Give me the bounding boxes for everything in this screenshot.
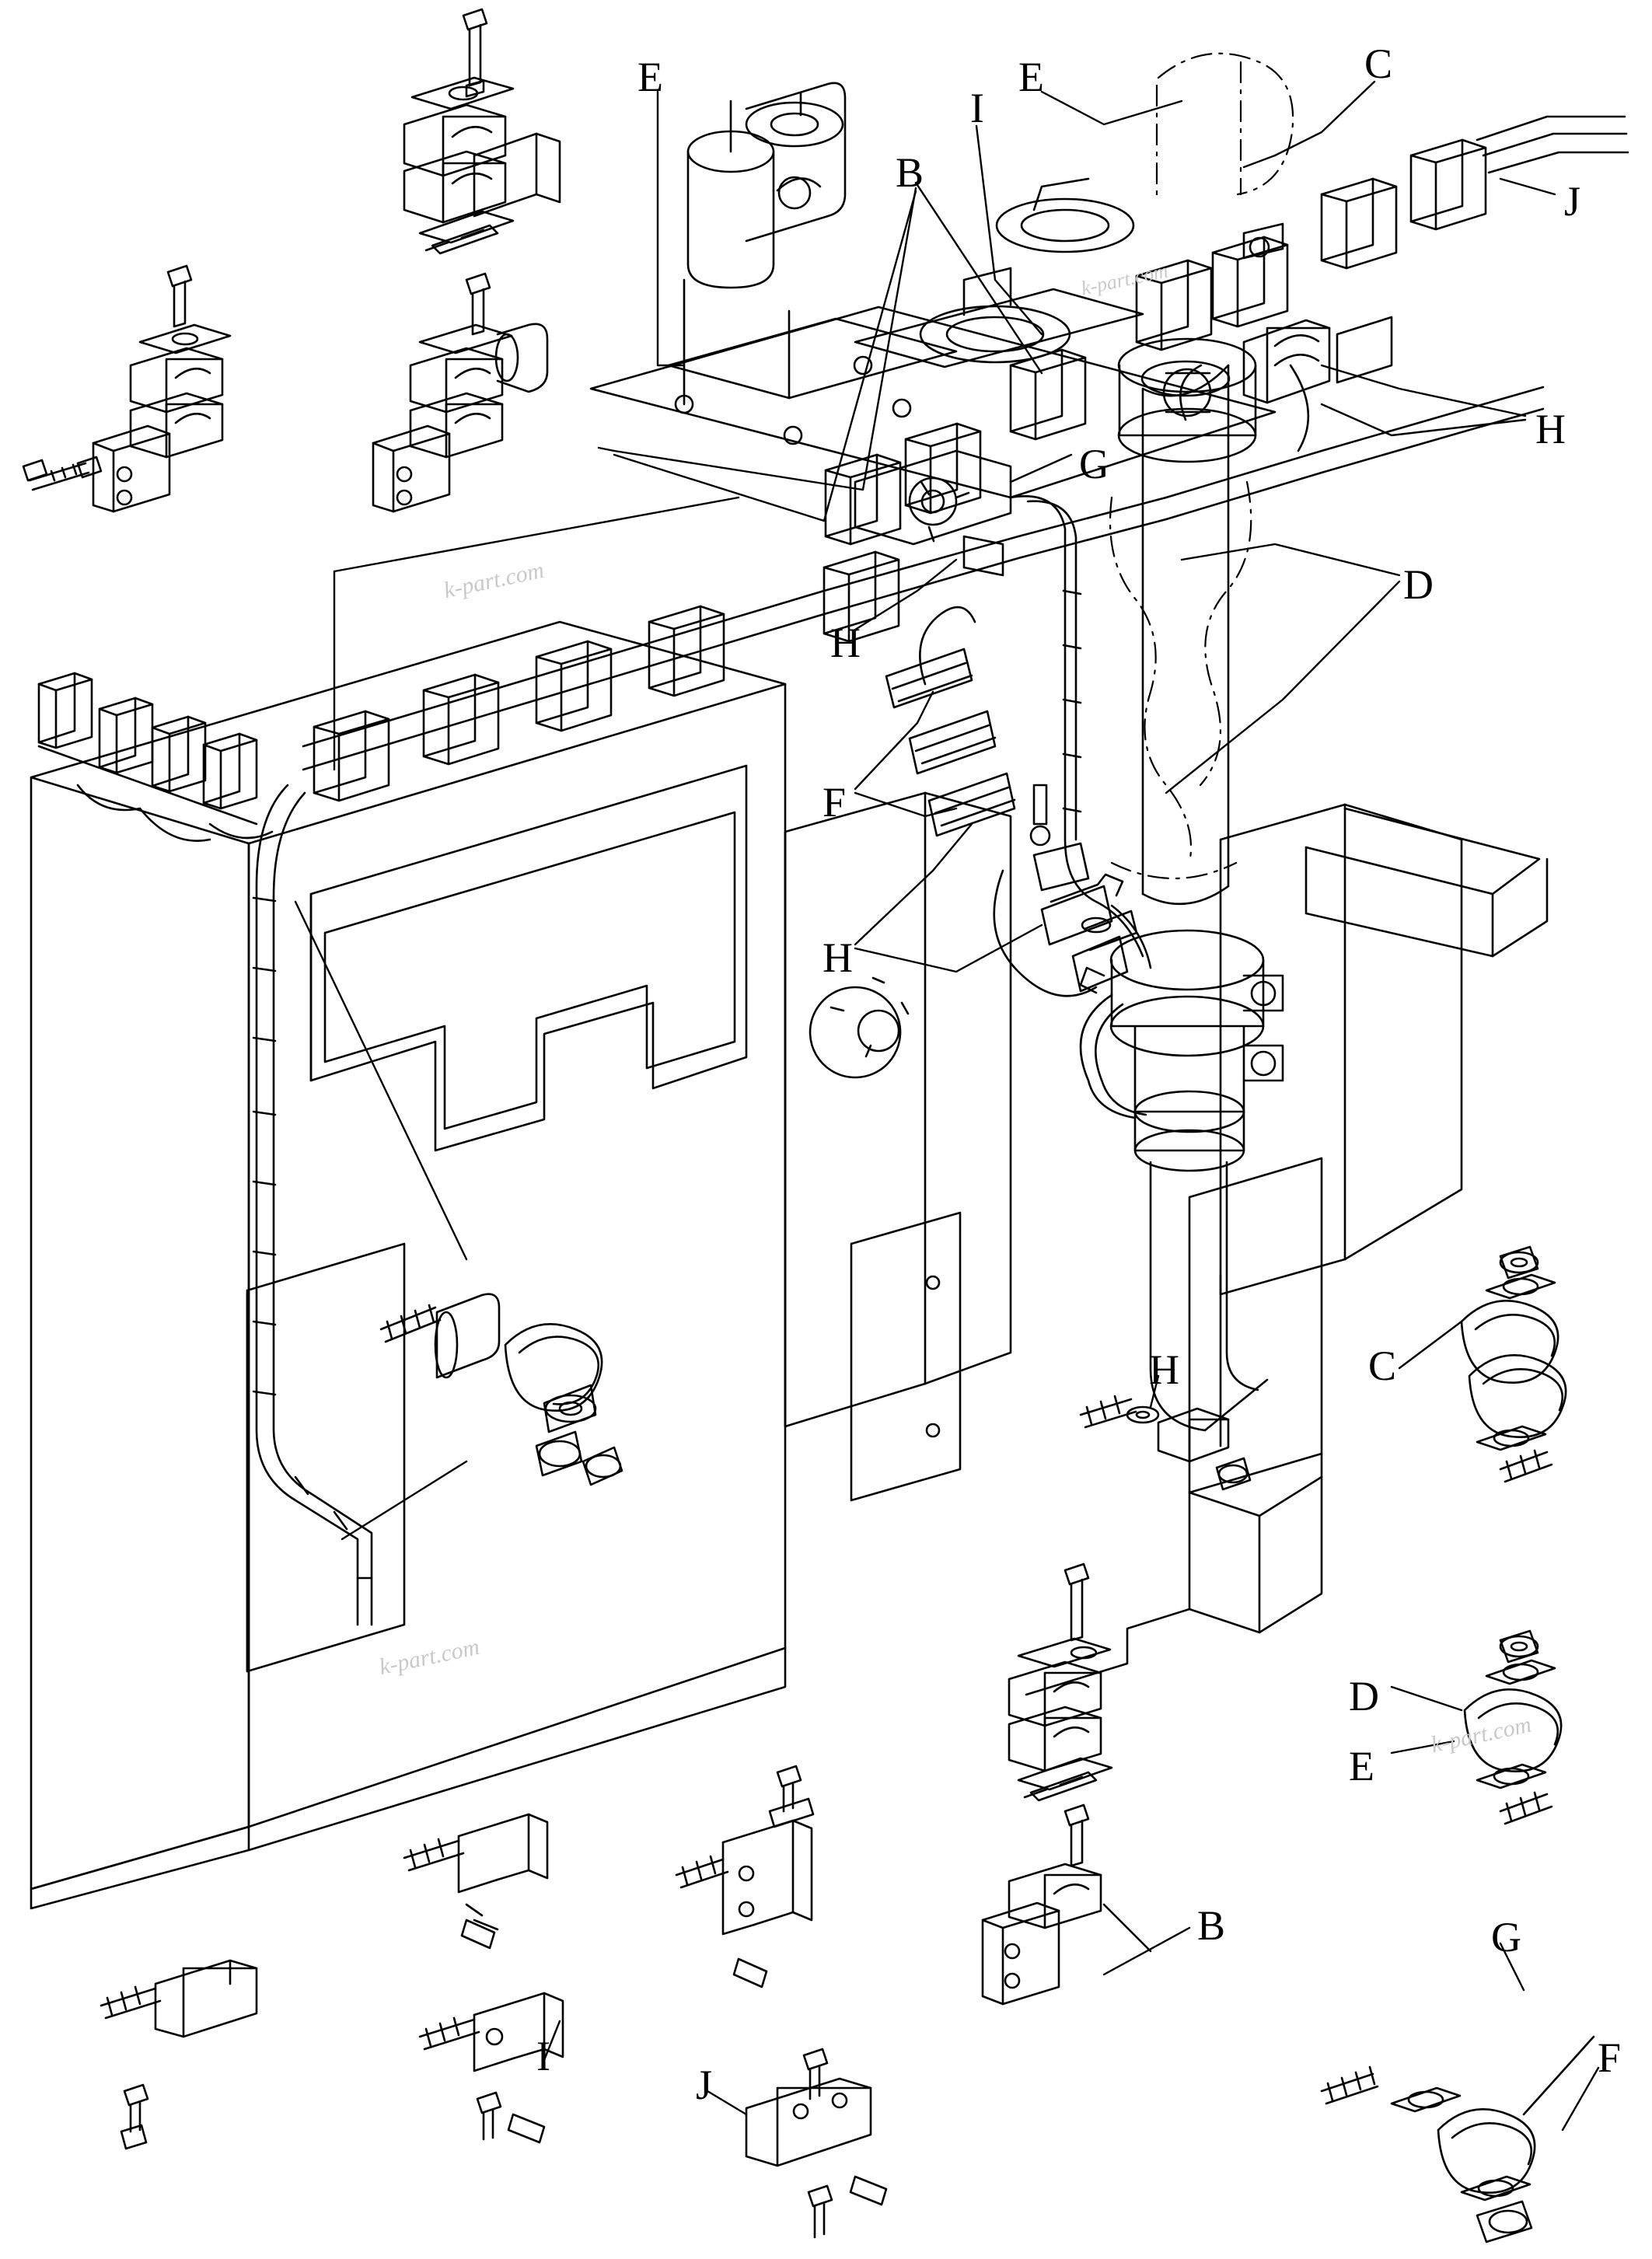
callout-I-bottom: I <box>536 2033 550 2079</box>
callout-G-mid: G <box>1079 441 1109 487</box>
callout-C-bottom: C <box>1368 1342 1397 1389</box>
callout-H-lower-left: H <box>823 934 853 981</box>
parts-group-bottom-I <box>404 1814 563 2142</box>
parts-group-bottom-left-bracket <box>101 1960 257 2149</box>
parts-group-bottom-J <box>676 1766 886 2237</box>
parts-group-mid-left <box>381 1294 622 1485</box>
callout-B-bottom: B <box>1197 1902 1226 1949</box>
watermark: k-part.com <box>1079 259 1171 300</box>
parts-group-bottom-F <box>1322 2037 1594 2242</box>
callout-H-bottom-mid: H <box>1149 1346 1179 1393</box>
callout-C-top: C <box>1364 40 1393 87</box>
callout-J-bottom: J <box>696 2062 713 2108</box>
parts-group-bottom-H <box>1081 1396 1250 1489</box>
callout-D-bottom: D <box>1349 1673 1379 1720</box>
watermark: k-part.com <box>441 557 547 604</box>
outgoing-wires <box>1477 117 1628 173</box>
callout-D-right: D <box>1403 561 1434 608</box>
callout-B-top: B <box>896 149 924 196</box>
callout-F-bottom: F <box>1598 2034 1622 2081</box>
parts-group-top-left-c <box>373 274 547 512</box>
callout-E-top-left: E <box>637 54 663 100</box>
vertical-conduit-left <box>253 785 372 1625</box>
leader-lines <box>295 82 1598 2130</box>
parts-group-top-left-b <box>23 266 230 512</box>
callout-F-left: F <box>823 779 847 826</box>
callout-J-right: J <box>1564 178 1581 225</box>
parts-group-bottom-C <box>1462 1247 1566 1482</box>
watermark: k-part.com <box>1428 1711 1534 1758</box>
watermark: k-part.com <box>376 1633 482 1681</box>
callout-H-right-upper: H <box>1535 406 1566 452</box>
parts-group-top-left-a <box>404 9 560 253</box>
parts-group-bottom-B <box>983 1564 1151 2004</box>
callout-H-mid-left: H <box>830 620 861 666</box>
mid-harness-assembly <box>855 451 1151 996</box>
callout-E-bottom: E <box>1349 1743 1374 1789</box>
callout-E-top-mid: E <box>1018 54 1044 100</box>
machine-body-panel <box>31 622 1547 1908</box>
callout-I-top: I <box>970 85 984 131</box>
callout-G-bottom: G <box>1491 1914 1521 1960</box>
